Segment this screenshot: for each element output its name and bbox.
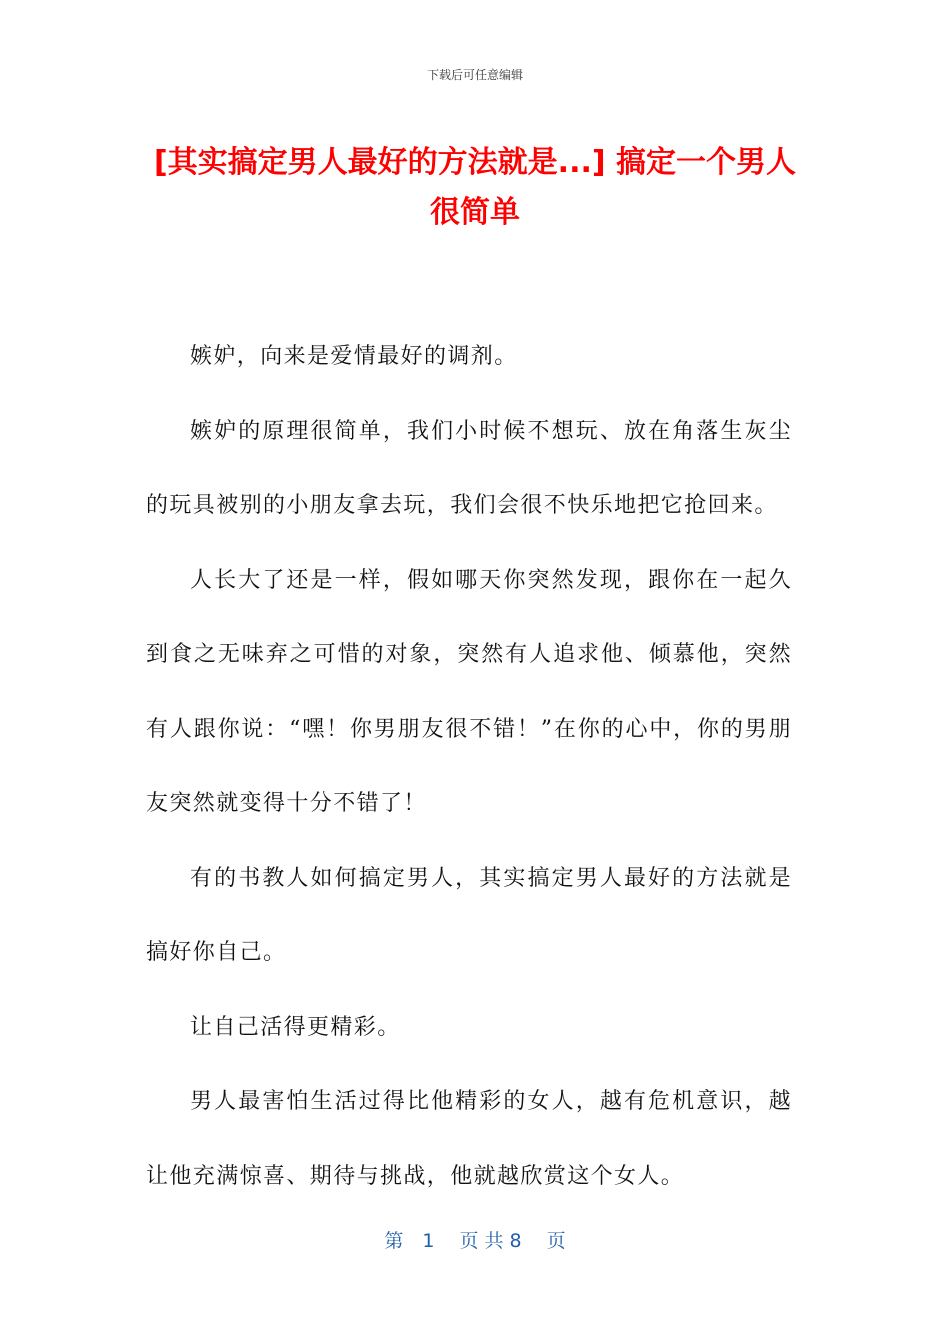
page-number-footer: 第 1 页 共 8 页 (384, 1230, 566, 1252)
header-note: 下载后可任意编辑 (426, 68, 523, 82)
paragraph: 男人最害怕生活过得比他精彩的女人，越有危机意识，越让他充满惊喜、期待与挑战，他就越欣赏这个女人。 (146, 1089, 792, 1189)
document-body (146, 320, 792, 1214)
paragraph: 嫉妒，向来是爱情最好的调剂。 (190, 344, 518, 369)
paragraph: 人长大了还是一样，假如哪天你突然发现，跟你在一起久到食之无味弃之可惜的对象，突然有人追求他、倾慕他，突然有人跟你说：“嘿！你男朋友很不错！”在你的心中，你的男朋友突然就变得十分不错了！ (146, 567, 792, 816)
document-title: [其实搞定男人最好的方法就是...] 搞定一个男人很简单 (153, 145, 797, 230)
paragraph: 嫉妒的原理很简单，我们小时候不想玩、放在角落生灰尘的玩具被别的小朋友拿去玩，我们会很不快乐地把它抢回来。 (146, 418, 792, 518)
paragraph: 有的书教人如何搞定男人，其实搞定男人最好的方法就是搞好你自己。 (146, 865, 792, 965)
paragraph: 让自己活得更精彩。 (190, 1014, 401, 1040)
